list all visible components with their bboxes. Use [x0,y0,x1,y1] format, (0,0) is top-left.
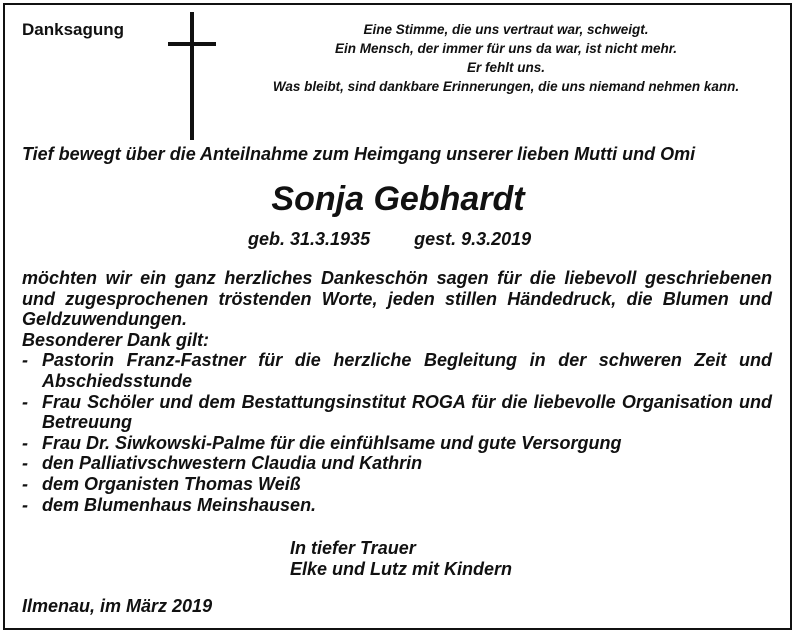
thanks-text [22,268,772,515]
life-dates [248,229,531,250]
poem-line: Er fehlt uns. [466,60,545,75]
poem [225,20,787,96]
list-item: - dem Blumenhaus Meinshausen. [22,495,772,516]
thanks-list [22,350,772,515]
special-thanks-heading: Besonderer Dank gilt: [22,329,210,350]
death-date: gest. 9.3.2019 [414,229,532,249]
signature-names: Elke und Lutz mit Kindern [290,558,513,579]
deceased-name: Sonja Gebhardt [271,180,525,218]
thanks-paragraph: möchten wir ein ganz herzliches Dankeschön sagen für die liebevoll geschriebenen und zugesprochenen tröstenden Worte, jeden stillen Händedruck, die Blumen und Geldzuwendungen. [22,268,772,330]
signature-line: In tiefer Trauer [290,538,416,558]
poem-line: Eine Stimme, die uns vertraut war, schweigt. [363,22,649,37]
poem-line: Was bleibt, sind dankbare Erinnerungen, die uns niemand nehmen kann. [272,79,740,94]
place-date: Ilmenau, im März 2019 [22,596,213,616]
list-item: - Frau Schöler und dem Bestattungsinstitut ROGA für die liebevolle Organisation und Betreuung [22,392,772,433]
signature [290,538,512,579]
cross-icon [168,12,218,140]
list-item: - Pastorin Franz-Fastner für die herzliche Begleitung in der schweren Zeit und Abschiedsstunde [22,350,772,391]
intro-line: Tief bewegt über die Anteilnahme zum Heimgang unserer lieben Mutti und Omi [22,144,696,164]
birth-date: geb. 31.3.1935 [248,229,371,249]
list-item: - den Palliativschwestern Claudia und Kathrin [22,453,772,474]
list-item: - Frau Dr. Siwkowski-Palme für die einfühlsame und gute Versorgung [22,433,772,454]
poem-line: Ein Mensch, der immer für uns da war, ist nicht mehr. [334,41,678,56]
list-item: - dem Organisten Thomas Weiß [22,474,772,495]
notice-label: Danksagung [22,20,125,39]
